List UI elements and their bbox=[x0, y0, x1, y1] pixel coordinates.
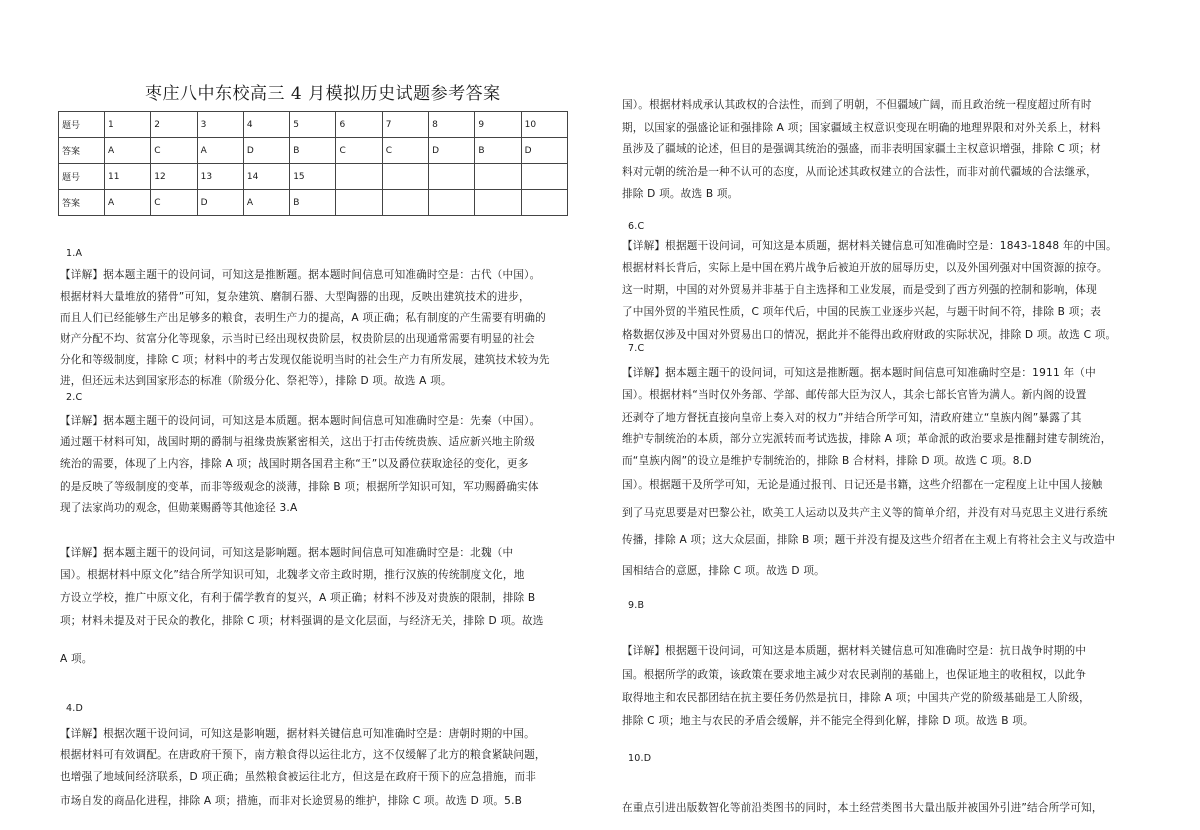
text-line: 分化和等级制度，排除 C 项；材料中的考古发现仅能说明当时的社会生产力有所发展，建筑技术较为先 bbox=[60, 354, 550, 366]
text-line: A 项。 bbox=[60, 653, 93, 665]
text-line: 市场自发的商品化进程，排除 A 项；措施，而非对长途贸易的维护，排除 C 项。故选 D 项。5.B bbox=[60, 795, 523, 807]
answer-cell: 9 bbox=[475, 112, 521, 138]
answer-cell: A bbox=[105, 190, 151, 216]
answer-cell: 6 bbox=[336, 112, 382, 138]
text-line: 【详解】据本题主题干的设问词，可知这是推断题。据本题时间信息可知准确时空是：1911 年（中 bbox=[622, 367, 1096, 379]
answer-table-row bbox=[59, 164, 568, 190]
text-line: 方设立学校，推广中原文化，有利于儒学教育的复兴，A 项正确；材料不涉及对贵族的限制，排除 B bbox=[60, 592, 536, 604]
answer-cell bbox=[521, 164, 567, 190]
answer-cell bbox=[336, 190, 382, 216]
answer-cell: 12 bbox=[151, 164, 197, 190]
answer-cell: 10 bbox=[521, 112, 567, 138]
text-line: 到了马克思要是对巴黎公社，欧美工人运动以及共产主义等的简单介绍，并没有对马克思主义进行系统 bbox=[622, 507, 1108, 519]
answer-table bbox=[58, 111, 568, 216]
answer-cell: D bbox=[521, 138, 567, 164]
text-line: 【详解】据本题主题干的设问词，可知这是推断题。据本题时间信息可知准确时空是：古代（中国）。 bbox=[60, 269, 541, 281]
answer-cell: 14 bbox=[243, 164, 289, 190]
answer-cell bbox=[475, 190, 521, 216]
answer-cell: A bbox=[197, 138, 243, 164]
answer-cell: C bbox=[382, 138, 428, 164]
answer-cell: 1 bbox=[105, 112, 151, 138]
text-line: 项；材料未提及对于民众的教化，排除 C 项；材料强调的是文化层面，与经济无关，排除 D 项。故选 bbox=[60, 615, 544, 627]
row-label: 题号 bbox=[59, 164, 105, 190]
answer-cell bbox=[429, 190, 475, 216]
text-line: 国相结合的意愿，排除 C 项。故选 D 项。 bbox=[622, 565, 825, 577]
answer-cell bbox=[475, 164, 521, 190]
text-line: 国）。根据题干及所学可知，无论是通过报刊、日记还是书籍，这些介绍都在一定程度上让中国人接触 bbox=[622, 479, 1103, 491]
question-number: 4.D bbox=[66, 703, 83, 714]
text-line: 传播，排除 A 项；这大众层面，排除 B 项；题干并没有提及这些介绍者在主观上有将社会主义与改造中 bbox=[622, 534, 1116, 546]
answer-table-row bbox=[59, 138, 568, 164]
answer-cell: A bbox=[105, 138, 151, 164]
text-line: 这一时期，中国的对外贸易并非基于自主选择和工业发展，而是受到了西方列强的控制和影响，体现 bbox=[622, 284, 1097, 296]
answer-cell: D bbox=[429, 138, 475, 164]
text-line: 【详解】根据题干设问词，可知这是本质题，据材料关键信息可知准确时空是：1843-1848 年的中国。 bbox=[622, 240, 1117, 252]
text-line: 期，以国家的强盛论证和强排除 A 项；国家疆域主权意识变现在明确的地理界限和对外关系上，材料 bbox=[622, 122, 1101, 134]
answer-cell: B bbox=[290, 190, 336, 216]
text-line: 料对元朝的统治是一种不认可的态度，从而论述其政权建立的合法性，而非对前代疆域的合法继承， bbox=[622, 166, 1097, 178]
question-number: 7.C bbox=[628, 343, 645, 354]
answer-cell: D bbox=[197, 190, 243, 216]
answer-cell: 3 bbox=[197, 112, 243, 138]
answer-cell: B bbox=[475, 138, 521, 164]
text-line: 进，但还远未达到国家形态的标准（阶级分化、祭祀等），排除 D 项。故选 A 项。 bbox=[60, 375, 452, 387]
question-number: 6.C bbox=[628, 221, 645, 232]
answer-cell: 13 bbox=[197, 164, 243, 190]
text-line: 维护专制统治的本质，部分立宪派转而考试选拔，排除 A 项；革命派的政治要求是推翻封建专制统治， bbox=[622, 433, 1112, 445]
answer-cell: B bbox=[290, 138, 336, 164]
answer-cell bbox=[382, 190, 428, 216]
text-line: 【详解】据本题主题干的设问词，可知这是本质题。据本题时间信息可知准确时空是：先秦（中国）。 bbox=[60, 415, 541, 427]
text-line: 【详解】据本题主题干的设问词，可知这是影响题。据本题时间信息可知准确时空是：北魏（中 bbox=[60, 547, 514, 559]
question-number: 2.C bbox=[66, 392, 83, 403]
answer-cell: 11 bbox=[105, 164, 151, 190]
answer-cell bbox=[521, 190, 567, 216]
text-line: 的是反映了等级制度的变革，而非等级观念的淡薄，排除 B 项；根据所学知识可知，军功赐爵确实体 bbox=[60, 481, 539, 493]
answer-cell: 7 bbox=[382, 112, 428, 138]
answer-cell bbox=[336, 164, 382, 190]
text-line: 统治的需要，体现了上内容，排除 A 项；战国时期各国君主称“王”以及爵位获取途径的变化，更多 bbox=[60, 458, 529, 470]
text-line: 根据材料可有效调配。在唐政府干预下，南方粮食得以运往北方，这不仅缓解了北方的粮食紧缺问题， bbox=[60, 749, 546, 761]
answer-cell: C bbox=[336, 138, 382, 164]
text-line: 国。根据所学的政策，该政策在要求地主减少对农民剥削的基础上，也保证地主的收租权，以此争 bbox=[622, 669, 1087, 681]
answer-cell: 8 bbox=[429, 112, 475, 138]
text-line: 还剥夺了地方督抚直接向皇帝上奏入对的权力”并结合所学可知，清政府建立“皇族内阁”暴露了其 bbox=[622, 412, 1082, 424]
text-line: 国）。根据材料成承认其政权的合法性，而到了明朝，不但疆域广阔，而且政治统一程度超过所有时 bbox=[622, 99, 1092, 111]
question-number: 9.B bbox=[628, 600, 645, 611]
text-line: 排除 C 项；地主与农民的矛盾会缓解，并不能完全得到化解，排除 D 项。故选 B 项。 bbox=[622, 715, 1034, 727]
row-label: 答案 bbox=[59, 190, 105, 216]
answer-table-row bbox=[59, 190, 568, 216]
answer-cell: 15 bbox=[290, 164, 336, 190]
text-line: 虽涉及了疆域的论述，但目的是强调其统治的强盛，而非表明国家疆土主权意识增强，排除 C 项；材 bbox=[622, 143, 1101, 155]
text-line: 也增强了地域间经济联系，D 项正确；虽然粮食被运往北方，但这是在政府干预下的应急措施，而非 bbox=[60, 771, 537, 783]
answer-cell bbox=[382, 164, 428, 190]
answer-cell: 4 bbox=[243, 112, 289, 138]
answer-cell: 5 bbox=[290, 112, 336, 138]
text-line: 格数据仅涉及中国对外贸易出口的情况，据此并不能得出政府财政的实际状况，排除 D 项。故选 C 项。 bbox=[622, 329, 1117, 341]
answer-cell: C bbox=[151, 138, 197, 164]
text-line: 而且人们已经能够生产出足够多的粮食，表明生产力的提高，A 项正确；私有制度的产生需要有明确的 bbox=[60, 312, 546, 324]
page-title: 枣庄八中东校高三 4 月模拟历史试题参考答案 bbox=[145, 84, 501, 104]
answer-cell bbox=[429, 164, 475, 190]
text-line: 现了法家尚功的观念，但勋莱赐爵等其他途径 3.A bbox=[60, 502, 298, 514]
text-line: 而“皇族内阁”的设立是维护专制统治的，排除 B 合材料，排除 D 项。故选 C 项。8.D bbox=[622, 455, 1032, 467]
text-line: 通过题干材料可知，战国时期的爵制与祖缘贵族紧密相关，这出于打击传统贵族、适应新兴地主阶级 bbox=[60, 436, 535, 448]
answer-table-row bbox=[59, 112, 568, 138]
text-line: 国）。根据材料中原文化”结合所学知识可知，北魏孝文帝主政时期，推行汉族的传统制度文化，地 bbox=[60, 569, 525, 581]
text-line: 取得地主和农民都团结在抗主要任务仍然是抗日，排除 A 项；中国共产党的阶级基础是工人阶级， bbox=[622, 692, 1090, 704]
text-line: 【详解】根据题干设问词，可知这是本质题，据材料关键信息可知准确时空是：抗日战争时期的中 bbox=[622, 645, 1087, 657]
text-line: 【详解】根据次题干设问词，可知这是影响题，据材料关键信息可知准确时空是：唐朝时期的中国。 bbox=[60, 728, 535, 740]
row-label: 答案 bbox=[59, 138, 105, 164]
text-line: 国）。根据材料“当时仅外务部、学部、邮传部大臣为汉人，其余七部长官皆为满人。新内阁的设置 bbox=[622, 389, 1087, 401]
text-line: 财产分配不均、贫富分化等现象，示当时已经出现权贵阶层，权贵阶层的出现通常需要有明显的社会 bbox=[60, 333, 535, 345]
text-line: 在重点引进出版数智化等前沿类图书的同时，本土经营类图书大量出版并被国外引进”结合所学可知， bbox=[622, 802, 1103, 814]
answer-cell: C bbox=[151, 190, 197, 216]
text-line: 根据材料长背后，实际上是中国在鸦片战争后被迫开放的屈辱历史，以及外国列强对中国资源的掠夺。 bbox=[622, 262, 1108, 274]
text-line: 了中国外贸的半殖民性质，C 项年代后，中国的民族工业逐步兴起，与题干时间不符，排除 B 项；表 bbox=[622, 306, 1102, 318]
answer-cell: A bbox=[243, 190, 289, 216]
answer-cell: 2 bbox=[151, 112, 197, 138]
answer-cell: D bbox=[243, 138, 289, 164]
row-label: 题号 bbox=[59, 112, 105, 138]
text-line: 排除 D 项。故选 B 项。 bbox=[622, 188, 739, 200]
question-number: 1.A bbox=[66, 248, 83, 259]
question-number: 10.D bbox=[628, 753, 652, 764]
text-line: 根据材料大量堆放的猪骨”可知，复杂建筑、磨制石器、大型陶器的出现，反映出建筑技术的进步， bbox=[60, 291, 530, 303]
